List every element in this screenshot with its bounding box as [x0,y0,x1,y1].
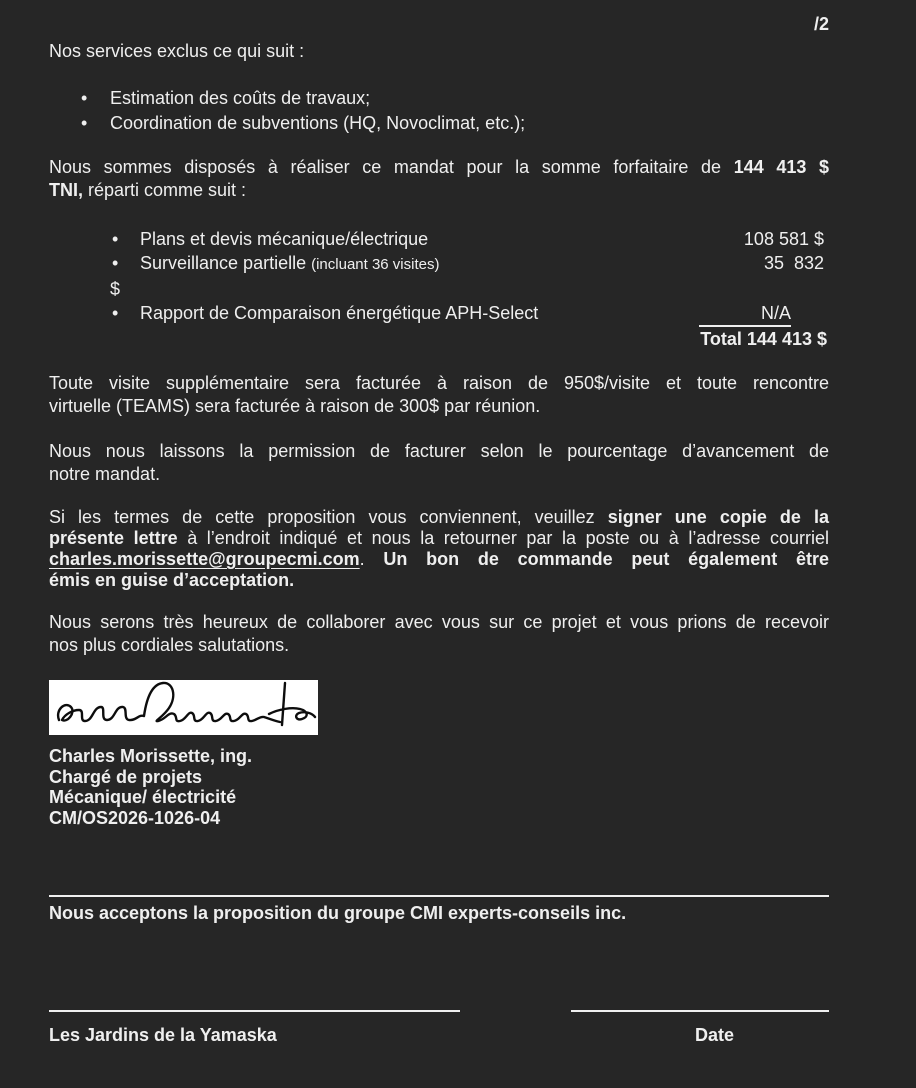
pricing-label [140,251,439,277]
list-item [49,111,829,136]
page-number: /2 [813,14,829,34]
pricing-label: Plans et devis mécanique/électrique [140,229,429,249]
paragraph-line [49,507,829,528]
text-segment-bold: TNI, [49,180,83,200]
client-name-label: Les Jardins de la Yamaska [49,1025,277,1045]
paragraph-line [49,179,829,202]
acceptance-divider [49,895,829,897]
list-item [49,86,829,111]
paragraph-line: Toute visite supplémentaire sera facturée à raison de 950$/visite et toute rencontre [49,373,829,393]
paragraph-line: émis en guise d’acceptation. [49,570,295,590]
text-segment-bold: Un bon de commande peut également être [383,549,829,569]
paragraph-line: Nous nous laissons la permission de facturer selon le pourcentage d’avancement de [49,441,829,461]
text-segment: . [359,549,384,569]
date-label: Date [695,1025,735,1045]
text-segment: Nous sommes disposés à réaliser ce mandat pour la somme forfaitaire de [49,157,734,177]
signature-labels [49,1024,829,1046]
email-link[interactable]: charles.morissette@groupecmi.com [49,549,360,569]
billing-paragraph [49,372,829,418]
list-item-text: Coordination de subventions (HQ, Novoclimat, etc.); [110,113,526,133]
paragraph-line: notre mandat. [49,464,161,484]
pricing-amount: 35 832 [763,253,824,273]
paragraph-line: nos plus cordiales salutations. [49,635,290,655]
pricing-row [49,301,829,327]
client-signature-line [49,1010,460,1012]
paragraph-line [49,528,829,549]
pricing-amount-na: N/A [699,301,791,327]
acceptance-statement: Nous acceptons la proposition du groupe CMI experts-conseils inc. [49,903,627,923]
bullet-icon: • [112,303,119,323]
text-segment: réparti comme suit : [83,180,247,200]
signatory-name: Charles Morissette, ing. [49,746,253,766]
paragraph-line: virtuelle (TEAMS) sera facturée à raison de 300$ par réunion. [49,396,541,416]
exclusions-list [49,86,829,136]
pricing-row [49,227,829,251]
paragraph-line: Nous serons très heureux de collaborer avec vous sur ce projet et vous prions de recevoir [49,612,829,632]
text-segment-bold: présente lettre [49,528,178,548]
paragraph-line [49,156,829,179]
bullet-icon: • [112,229,119,249]
pricing-label: Rapport de Comparaison énergétique APH-Select [140,303,539,323]
text-segment: Si les termes de cette proposition vous conviennent, veuillez [49,507,608,527]
list-item-text: Estimation des coûts de travaux; [110,88,371,108]
closing-paragraph [49,611,829,657]
date-line [571,1010,829,1012]
text-segment-bold: signer une copie de la [607,507,829,527]
paragraph-line [49,549,829,570]
signature-lines [49,1010,829,1012]
pricing-total: Total 144 413 $ [700,329,827,349]
pricing-total-row [49,327,829,351]
signatory-department: Mécanique/ électricité [49,787,237,807]
intro-line: Nos services exclus ce qui suit : [49,41,305,61]
pricing-row [49,251,829,277]
pricing-list [49,227,829,351]
wrapped-dollar-sign: $ [110,279,121,299]
text-segment: à l’endroit indiqué et nous la retourner par la poste ou à l’adresse courriel [177,528,829,548]
pricing-label-note: (incluant 36 visites) [311,256,440,273]
bullet-icon: • [81,88,88,108]
bullet-icon: • [81,113,88,133]
signing-paragraph [49,507,829,591]
signature-image [49,680,318,735]
amount-bold: 144 413 $ [733,157,830,177]
signatory-title: Chargé de projets [49,766,203,787]
mandate-paragraph [49,156,829,202]
bullet-icon: • [112,253,119,273]
pricing-amount: 108 581 $ [743,229,824,249]
pricing-label-main: Surveillance partielle [140,253,312,273]
signatory-reference: CM/OS2026-1026-04 [49,807,221,828]
progress-paragraph [49,440,829,486]
signatory-block [49,746,829,828]
